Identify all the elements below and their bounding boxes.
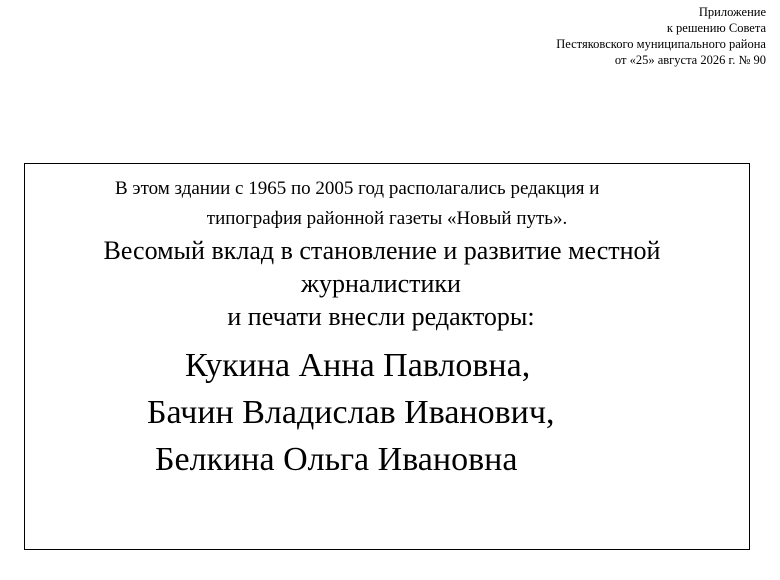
editor-name: Кукина Анна Павловна, [185,347,531,384]
appendix-decision-line: к решению Совета [666,21,766,35]
editor-name: Бачин Владислав Иванович, [147,394,555,431]
plaque-main-text [25,234,749,333]
main-line-1: Весомый вклад в становление и развитие местной [103,236,661,265]
main-line-2: журналистики [301,269,461,298]
appendix-title: Приложение [698,5,766,19]
appendix-header [556,4,766,68]
main-line-3: и печати внесли редакторы: [227,302,535,331]
memorial-plaque-frame [24,163,750,550]
appendix-council-line: Пестяковского муниципального района [556,37,766,51]
intro-line-1: В этом здании с 1965 по 2005 год располагались редакция и [115,178,600,199]
appendix-date-number: от «25» августа 2026 г. № 90 [614,53,766,67]
editor-name: Белкина Ольга Ивановна [155,441,518,478]
intro-line-2: типография районной газеты «Новый путь». [206,208,568,229]
